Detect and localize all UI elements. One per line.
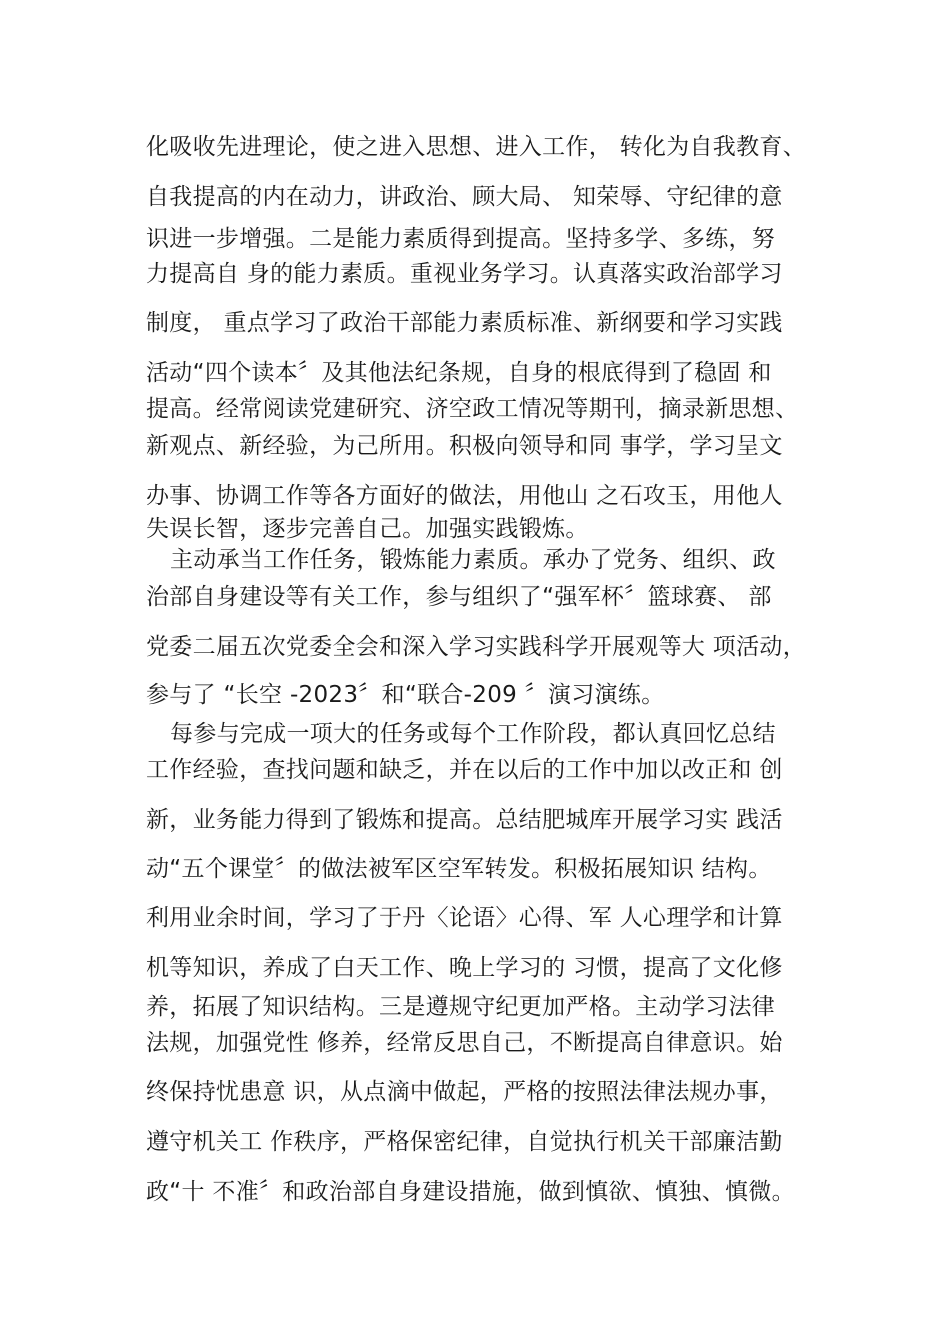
text-line: 终保持忧患意 识，从点滴中做起，严格的按照法律法规办事， <box>146 1079 783 1105</box>
text-line: 养，拓展了知识结构。三是遵规守纪更加严格。主动学习法律 <box>146 994 776 1020</box>
text-line: 动“五个课堂〞的做法被军区空军转发。积极拓展知识 结构。 <box>146 856 772 882</box>
text-line: 法规，加强党性 修养，经常反思自己，不断提高自律意识。始 <box>146 1030 783 1056</box>
text-line: 制度， 重点学习了政治干部能力素质标准、新纲要和学习实践 <box>146 310 783 336</box>
text-line: 工作经验，查找问题和缺乏，并在以后的工作中加以改正和 创 <box>146 757 783 783</box>
text-line: 参与了 “长空 -2023〞和“联合-209 〞演习演练。 <box>146 682 665 708</box>
text-line: 每参与完成一项大的任务或每个工作阶段，都认真回忆总结 <box>170 721 776 747</box>
text-line: 新观点、新经验，为己所用。积极向领导和同 事学，学习呈文 <box>146 433 783 459</box>
text-line: 自我提高的内在动力，讲政治、顾大局、 知荣辱、守纪律的意 <box>146 184 783 210</box>
text-line: 新，业务能力得到了锻炼和提高。总结肥城库开展学习实 践活 <box>146 807 783 833</box>
text-line: 识进一步增强。二是能力素质得到提高。坚持多学、多练，努 <box>146 226 776 252</box>
text-line: 化吸收先进理论，使之进入思想、进入工作， 转化为自我教育、 <box>146 134 807 160</box>
text-line: 党委二届五次党委全会和深入学习实践科学开展观等大 项活动， <box>146 634 807 660</box>
text-line: 治部自身建设等有关工作，参与组织了“强军杯〞篮球赛、 部 <box>146 584 772 610</box>
text-line: 失误长智，逐步完善自己。加强实践锻炼。 <box>146 516 589 542</box>
text-line: 办事、协调工作等各方面好的做法，用他山 之石攻玉，用他人 <box>146 483 783 509</box>
text-line: 提高。经常阅读党建研究、济空政工情况等期刊，摘录新思想、 <box>146 396 799 422</box>
text-line: 主动承当工作任务，锻炼能力素质。承办了党务、组织、政 <box>170 547 776 573</box>
text-line: 活动“四个读本〞及其他法纪条规，自身的根底得到了稳固 和 <box>146 360 772 386</box>
text-line: 利用业余时间，学习了于丹〈论语〉心得、军 人心理学和计算 <box>146 905 783 931</box>
text-line: 力提高自 身的能力素质。重视业务学习。认真落实政治部学习 <box>146 261 783 287</box>
text-line: 机等知识，养成了白天工作、晚上学习的 习惯，提高了文化修 <box>146 955 783 981</box>
text-line: 政“十 不准〞和政治部自身建设措施，做到慎欲、慎独、慎微。 <box>146 1179 795 1205</box>
text-line: 遵守机关工 作秩序，严格保密纪律，自觉执行机关干部廉洁勤 <box>146 1129 783 1155</box>
